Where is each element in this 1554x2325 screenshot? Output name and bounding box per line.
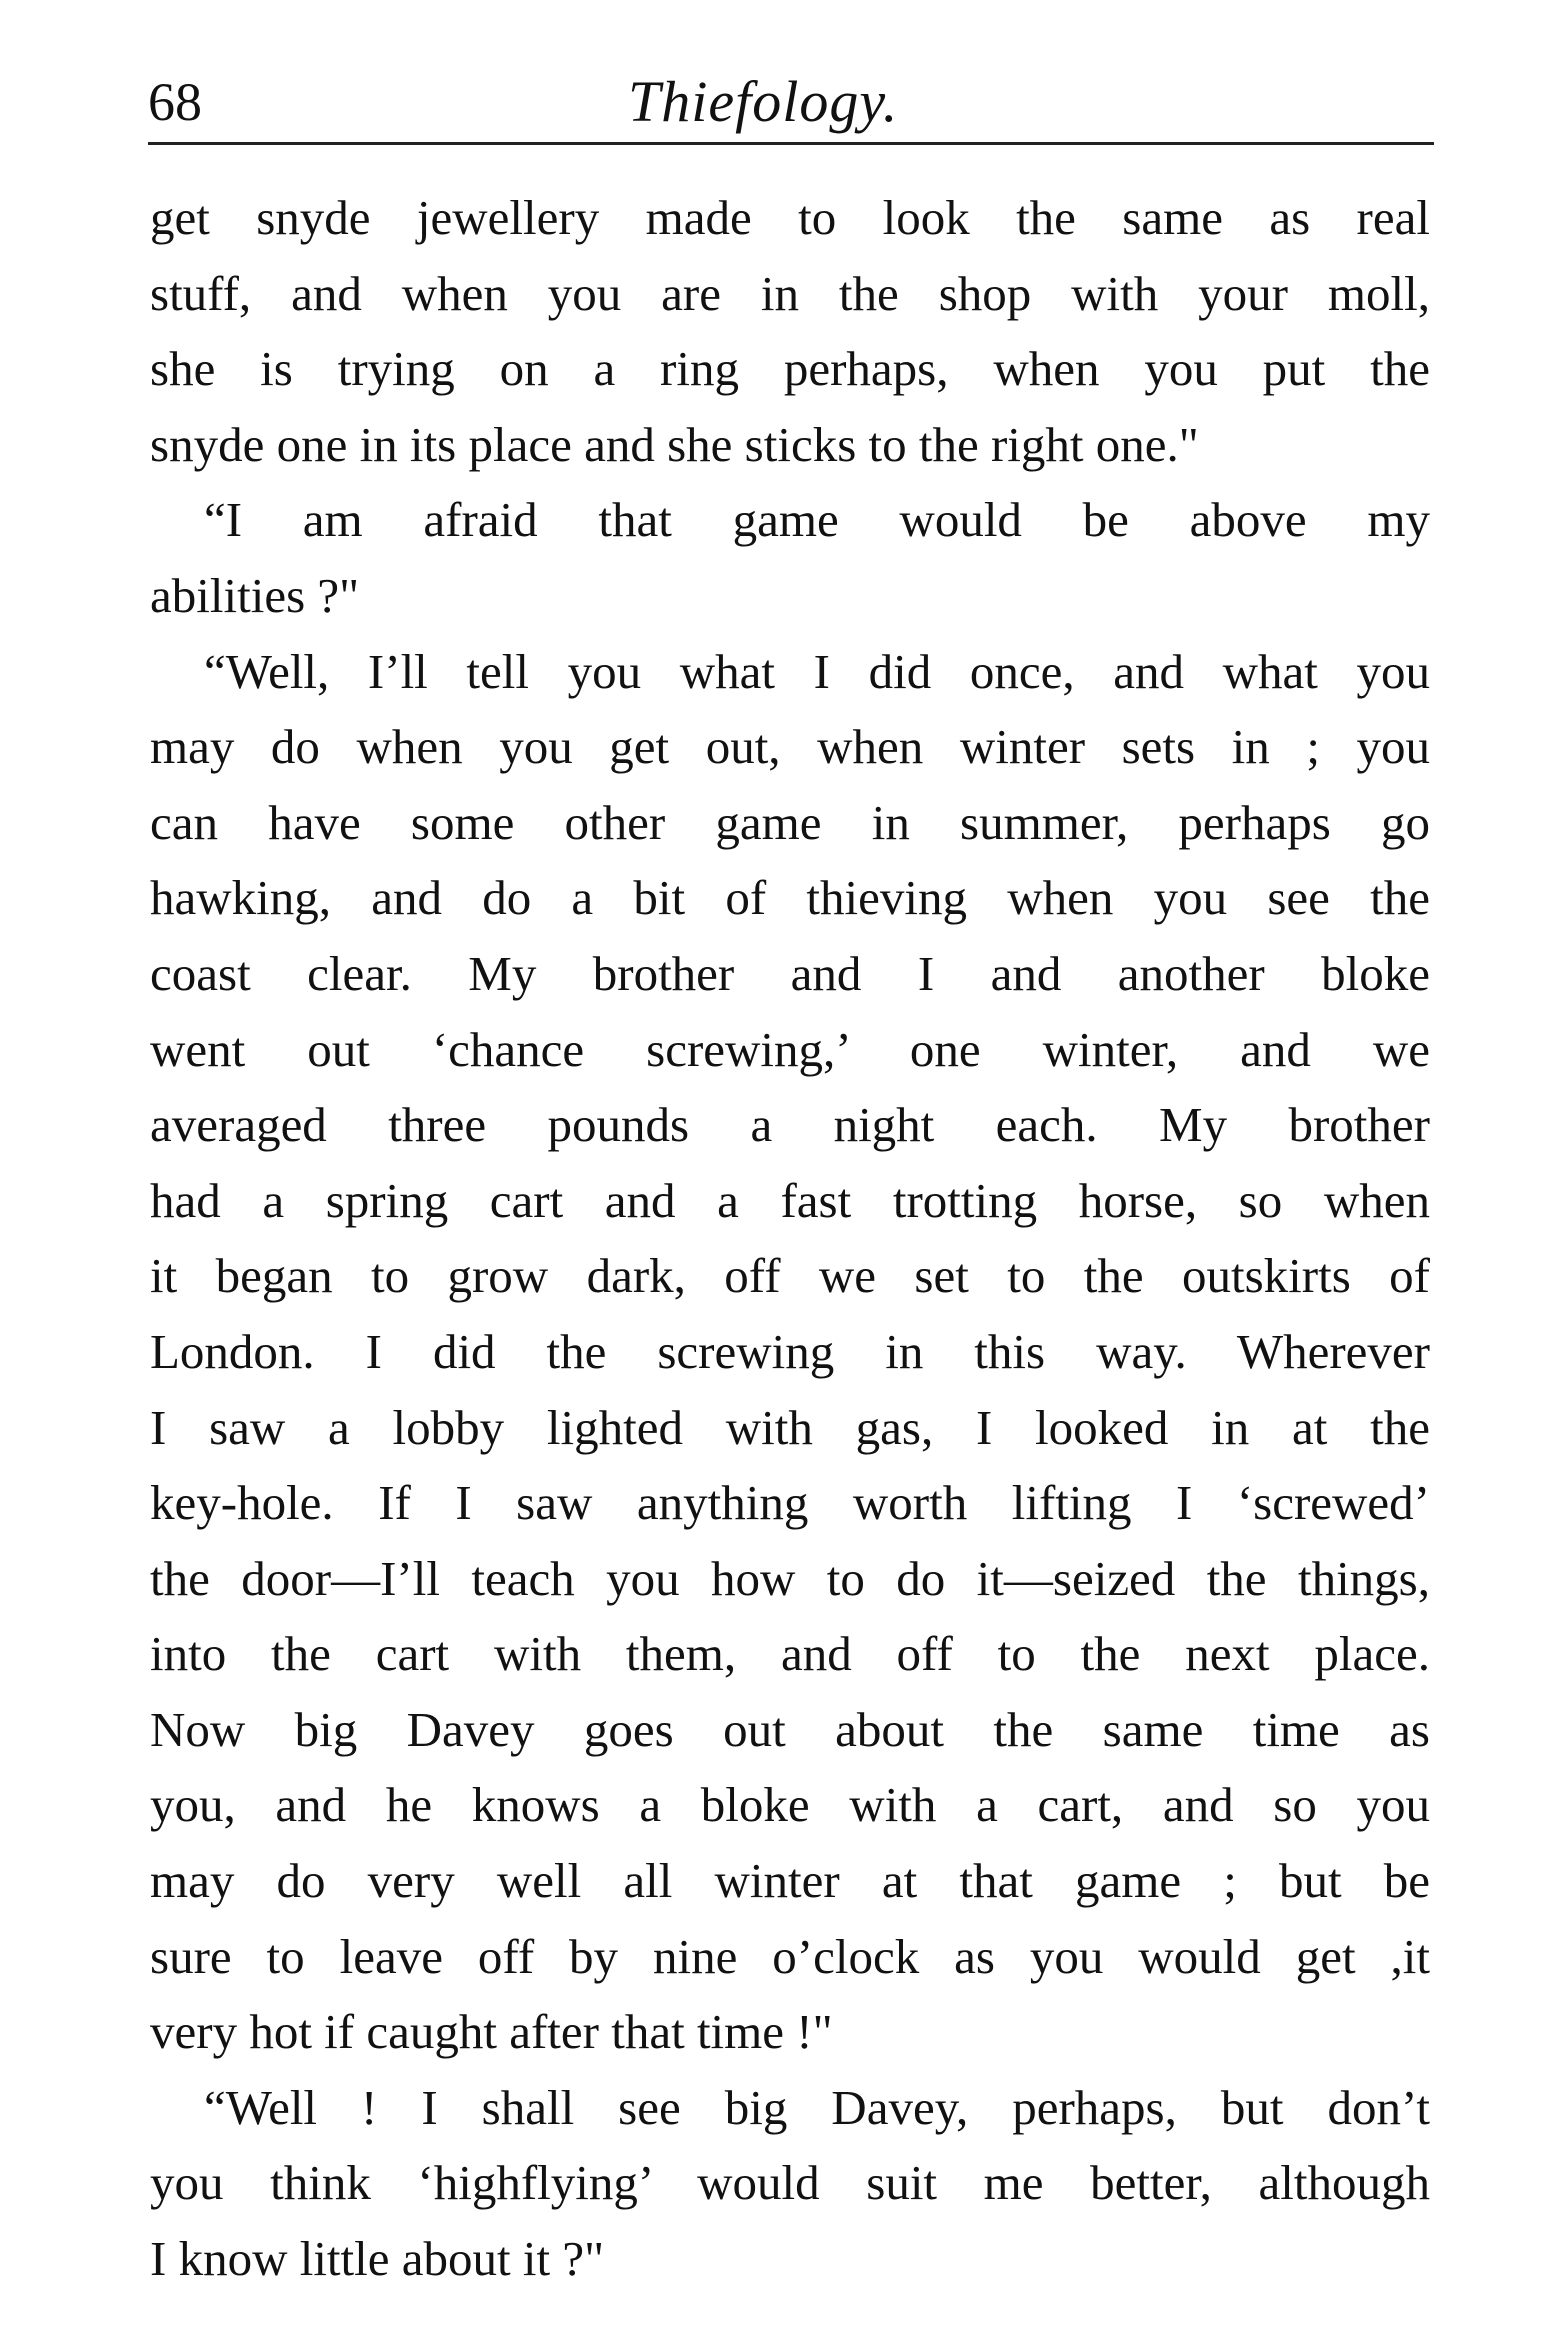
text-line: very hot if caught after that time !" bbox=[150, 2004, 833, 2060]
text-line: hawking, and do a bit of thieving when you see the bbox=[150, 870, 1430, 926]
text-line: may do very well all winter at that game ; but be bbox=[150, 1853, 1430, 1909]
text-line: can have some other game in summer, perhaps go bbox=[150, 794, 1430, 850]
text-line: you think ‘highflying’ would suit me better, although bbox=[150, 2155, 1430, 2211]
page-header bbox=[148, 62, 1428, 142]
header-rule bbox=[148, 142, 1434, 145]
text-line: it began to grow dark, off we set to the outskirts of bbox=[150, 1248, 1430, 1304]
text-line: key-hole. If I saw anything worth lifting I ‘screwed’ bbox=[150, 1475, 1430, 1531]
text-line: “Well, I’ll tell you what I did once, and what you bbox=[204, 643, 1430, 699]
text-line: you, and he knows a bloke with a cart, and so you bbox=[150, 1777, 1430, 1833]
text-line: went out ‘chance screwing,’ one winter, and we bbox=[150, 1021, 1430, 1077]
text-line: had a spring cart and a fast trotting horse, so when bbox=[150, 1172, 1430, 1228]
text-line: she is trying on a ring perhaps, when you put the bbox=[150, 341, 1430, 397]
text-line: “I am afraid that game would be above my bbox=[204, 492, 1430, 548]
text-line: may do when you get out, when winter sets in ; you bbox=[150, 719, 1430, 775]
text-line: London. I did the screwing in this way. Wherever bbox=[150, 1323, 1430, 1379]
text-line: the door—I’ll teach you how to do it—seized the things, bbox=[150, 1550, 1430, 1606]
page-number: 68 bbox=[148, 72, 202, 132]
text-line: Now big Davey goes out about the same time as bbox=[150, 1701, 1430, 1757]
text-line: stuff, and when you are in the shop with your moll, bbox=[150, 265, 1430, 321]
body-text bbox=[150, 180, 1430, 2297]
text-line: sure to leave off by nine o’clock as you would get ,it bbox=[150, 1928, 1430, 1984]
text-line: “Well ! I shall see big Davey, perhaps, but don’t bbox=[204, 2079, 1430, 2135]
text-line: I know little about it ?" bbox=[150, 2231, 605, 2287]
text-line: I saw a lobby lighted with gas, I looked in at the bbox=[150, 1399, 1430, 1455]
text-line: abilities ?" bbox=[150, 567, 360, 623]
text-line: into the cart with them, and off to the next place. bbox=[150, 1626, 1430, 1682]
text-line: averaged three pounds a night each. My brother bbox=[150, 1097, 1430, 1153]
text-line: get snyde jewellery made to look the same as real bbox=[150, 190, 1430, 245]
text-line: snyde one in its place and she sticks to the right one." bbox=[150, 416, 1199, 472]
running-title: Thiefology. bbox=[628, 69, 899, 134]
text-line: coast clear. My brother and I and another bloke bbox=[150, 945, 1430, 1001]
